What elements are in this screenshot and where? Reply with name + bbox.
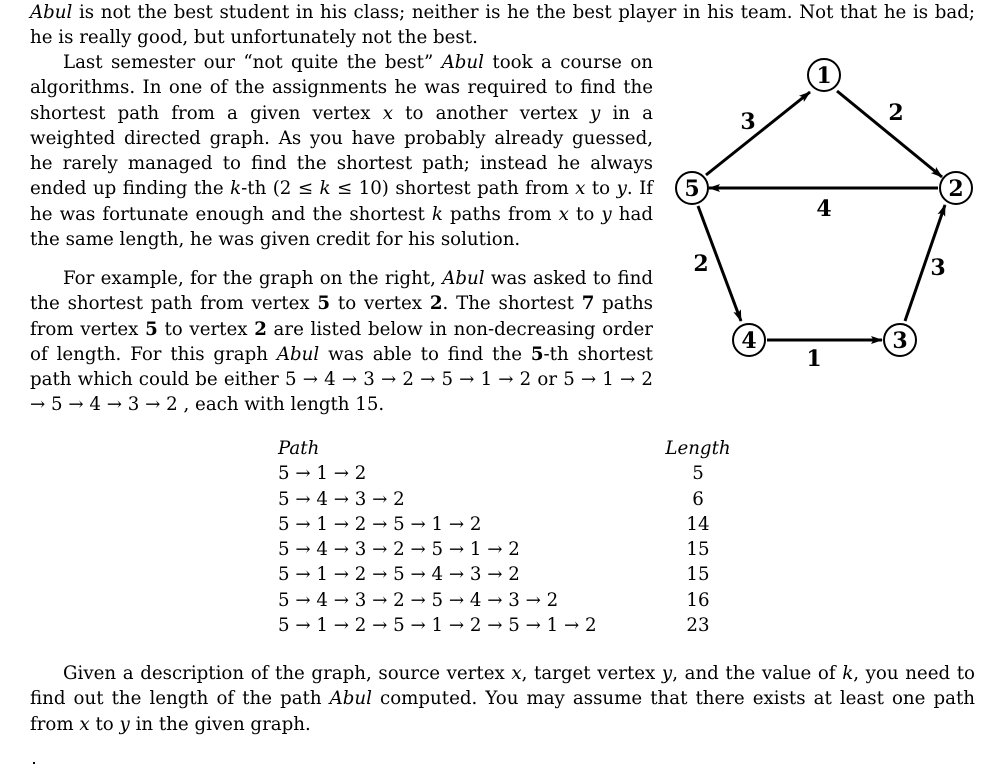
- text-run: , target vertex: [521, 663, 662, 684]
- row-length: 14: [686, 513, 710, 535]
- text-run: was able to find the: [319, 343, 531, 365]
- text-run: Given a description of the graph, source vertex: [63, 663, 512, 684]
- row-length: 15: [686, 539, 710, 561]
- text-run: to vertex: [330, 293, 430, 315]
- text-run: took a course on algorithms. In one of the assignments he was required to find the shortest path from a given vertex: [30, 52, 653, 124]
- weight-3-2: 3: [930, 255, 946, 281]
- intro-text: is not the best student in his class; neither is he the best player in his team. Not that he is bad; he is really good, but unfortunately not the best.: [30, 2, 975, 49]
- vertex-ref: 5: [145, 318, 158, 340]
- text-run: to: [568, 203, 602, 225]
- header-length: Length: [665, 438, 731, 459]
- node-2: [940, 172, 972, 204]
- name-abul: Abul: [30, 2, 73, 23]
- text-run: are listed below in non-decreasing order of length. For this graph: [30, 318, 653, 365]
- name-abul: Abul: [276, 343, 320, 365]
- count-ref: 7: [581, 293, 595, 315]
- weight-4-3: 1: [806, 346, 822, 372]
- node-3-label: 3: [892, 328, 908, 354]
- node-5-label: 5: [684, 176, 700, 202]
- math-x: x: [511, 663, 522, 684]
- example-paragraph: [30, 266, 653, 418]
- table-row: [278, 562, 748, 587]
- row-path: 5 → 1 → 2: [278, 463, 367, 485]
- edge-5-1: [706, 92, 810, 175]
- weight-1-2: 2: [888, 100, 904, 126]
- row-length: 15: [686, 564, 710, 586]
- weight-5-4: 2: [693, 251, 709, 277]
- math-x: x: [575, 178, 586, 200]
- node-1: [808, 59, 840, 91]
- text-run: to vertex: [157, 318, 255, 340]
- text-run: . If he was fortunate enough and the shortest: [30, 178, 653, 225]
- shortest-paths-table: [278, 436, 748, 638]
- math-k: k: [319, 178, 331, 200]
- header-path: Path: [278, 438, 320, 459]
- text-run: For example, for the graph on the right,: [63, 268, 443, 289]
- math-y: y: [616, 178, 627, 200]
- row-length: 5: [692, 463, 704, 485]
- text-run: -th shortest path which could be either 5 → 4 → 3 → 2 → 5 → 1 → 2 or 5 → 1 → 2 → 5 → 4 → 3 → 2 , each with length 15.: [30, 343, 653, 416]
- graph-diagram: [672, 55, 982, 375]
- text-run: had the same length, he was given credit for his solution.: [30, 203, 653, 251]
- row-path: 5 → 4 → 3 → 2 → 5 → 1 → 2: [278, 539, 520, 561]
- name-abul: Abul: [441, 52, 484, 73]
- table-row: [278, 512, 748, 537]
- math-x: x: [79, 713, 90, 735]
- node-5: [676, 172, 708, 204]
- text-run: ≤ 10) shortest path from: [330, 178, 576, 200]
- row-path: 5 → 1 → 2 → 5 → 1 → 2: [278, 513, 482, 535]
- node-4-label: 4: [741, 328, 757, 354]
- row-length: 23: [686, 615, 710, 637]
- row-length: 6: [692, 488, 704, 510]
- vertex-ref: 2: [429, 293, 443, 315]
- math-x: x: [382, 102, 393, 124]
- vertex-ref: 2: [254, 318, 267, 340]
- text-run: -th (2 ≤: [241, 178, 320, 200]
- text-run: , and the value of: [672, 663, 843, 684]
- text-run: to another vertex: [392, 102, 590, 124]
- text-run: , you need to find out the length of the path: [30, 663, 975, 710]
- intro-paragraph: [30, 0, 975, 51]
- table-row: [278, 588, 748, 613]
- text-run: Last semester our “not quite the best”: [63, 52, 442, 73]
- text-run: paths from: [442, 203, 559, 225]
- table-header: [278, 436, 748, 461]
- problem-paragraph: [30, 50, 653, 252]
- node-3: [884, 324, 916, 356]
- stray-mark: [33, 762, 35, 764]
- node-2-label: 2: [948, 176, 964, 202]
- name-abul: Abul: [329, 688, 372, 710]
- row-path: 5 → 1 → 2 → 5 → 1 → 2 → 5 → 1 → 2: [278, 615, 597, 637]
- text-run: . The shortest: [442, 293, 582, 315]
- text-run: to: [89, 713, 120, 735]
- rank-ref: 5: [530, 343, 544, 365]
- math-k: k: [230, 178, 242, 200]
- text-run: in the given graph.: [129, 713, 311, 735]
- math-y: y: [601, 203, 612, 225]
- math-y: y: [590, 102, 601, 124]
- table-row: [278, 487, 748, 512]
- node-4: [733, 324, 765, 356]
- math-y: y: [119, 713, 130, 735]
- table-row: [278, 537, 748, 562]
- math-k: k: [431, 203, 443, 225]
- text-run: was asked to find the shortest path from vertex: [30, 268, 653, 315]
- row-path: 5 → 1 → 2 → 5 → 4 → 3 → 2: [278, 564, 520, 586]
- math-k: k: [842, 663, 854, 684]
- row-path: 5 → 4 → 3 → 2 → 5 → 4 → 3 → 2: [278, 589, 559, 611]
- row-path: 5 → 4 → 3 → 2: [278, 488, 405, 510]
- text-run: to: [585, 178, 617, 200]
- text-run: in a weighted directed graph. As you have probably already guessed, he rarely managed to find the shortest path; instead he always ended up finding the: [30, 102, 654, 200]
- text-run: paths from vertex: [30, 293, 654, 340]
- math-y: y: [661, 663, 673, 684]
- math-x: x: [558, 203, 569, 225]
- table-row: [278, 461, 748, 486]
- node-1-label: 1: [816, 63, 832, 89]
- weight-2-5: 4: [816, 196, 832, 222]
- table-row: [278, 613, 748, 638]
- name-abul: Abul: [442, 268, 485, 289]
- task-paragraph: [30, 661, 975, 737]
- weight-5-1: 3: [740, 109, 756, 135]
- vertex-ref: 5: [317, 293, 331, 315]
- row-length: 16: [686, 589, 710, 611]
- text-run: computed. You may assume that there exists at least one path from: [30, 688, 975, 735]
